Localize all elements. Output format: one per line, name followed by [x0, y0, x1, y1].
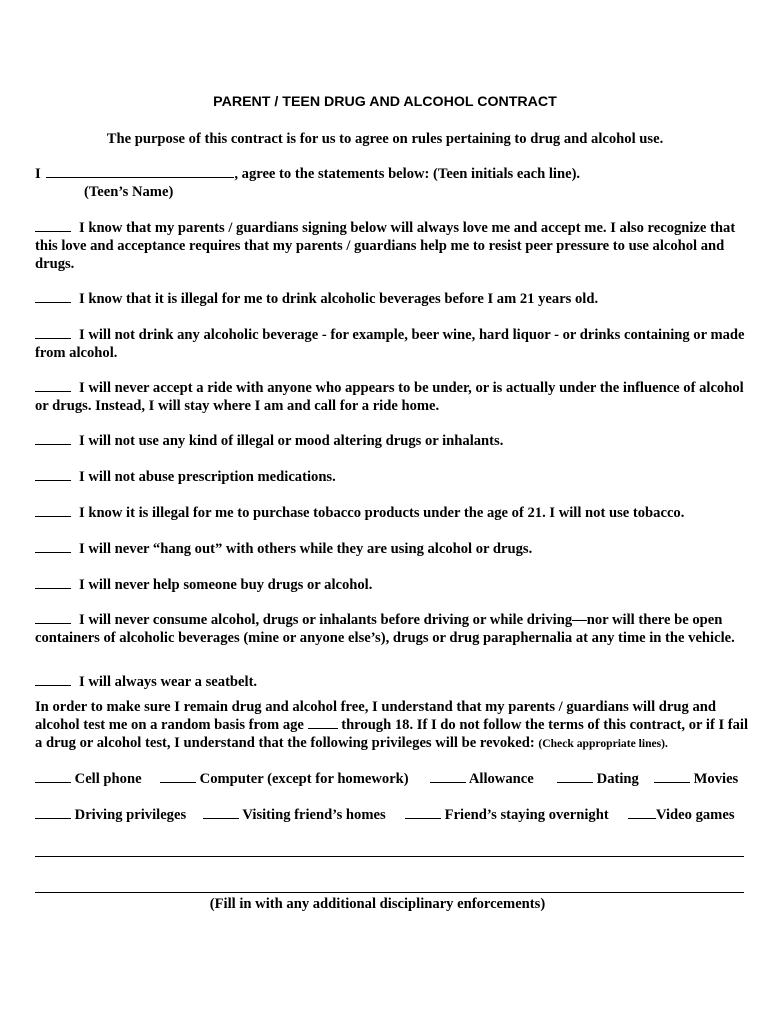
privilege-option [654, 770, 738, 788]
privilege-option [203, 806, 386, 824]
statement-item [35, 504, 750, 522]
initial-blank[interactable] [35, 540, 71, 553]
privilege-option [557, 770, 639, 788]
privilege-check-blank[interactable] [557, 770, 593, 783]
statement-item [35, 540, 750, 558]
privilege-label: Cell phone [74, 771, 142, 787]
statement-item [35, 432, 750, 450]
statement-text: I will not use any kind of illegal or mood altering drugs or inhalants. [79, 433, 504, 449]
privilege-check-blank[interactable] [654, 770, 690, 783]
privilege-option [160, 770, 409, 788]
initial-blank[interactable] [35, 326, 71, 339]
statement-item [35, 468, 750, 486]
statement-text: I know it is illegal for me to purchase tobacco products under the age of 21. I will not use tobacco. [79, 505, 685, 521]
initial-blank[interactable] [35, 219, 71, 232]
intro-prefix: I [35, 166, 41, 182]
additional-enforcement-line[interactable] [35, 892, 744, 893]
privilege-label: Allowance [468, 771, 534, 787]
statement-text: I will not abuse prescription medications. [79, 469, 336, 485]
statement-text: I will always wear a seatbelt. [79, 674, 258, 690]
initial-blank[interactable] [35, 576, 71, 589]
initial-blank[interactable] [35, 290, 71, 303]
statement-text: I will never “hang out” with others while they are using alcohol or drugs. [79, 541, 533, 557]
privilege-label: Computer (except for homework) [199, 771, 409, 787]
statement-text: I know that it is illegal for me to drink alcoholic beverages before I am 21 years old. [79, 291, 599, 307]
statement-text: I will never accept a ride with anyone who appears to be under, or is actually under the influence of alcohol or drugs. Instead, I will stay where I am and call for a ride home. [35, 380, 744, 415]
privilege-label: Dating [596, 771, 639, 787]
privilege-check-blank[interactable] [160, 770, 196, 783]
intro-suffix: , agree to the statements below: (Teen initials each line). [234, 166, 581, 182]
privilege-option [35, 806, 186, 824]
intro-line [35, 165, 580, 183]
privilege-label: Movies [693, 771, 739, 787]
statement-item [35, 219, 750, 274]
initial-blank[interactable] [35, 379, 71, 392]
statement-item [35, 290, 750, 308]
privilege-label: Driving privileges [74, 807, 187, 823]
statement-item [35, 326, 750, 362]
purpose-statement: The purpose of this contract is for us to agree on rules pertaining to drug and alcohol use. [106, 131, 664, 147]
additional-enforcement-line[interactable] [35, 856, 744, 857]
testing-paragraph [35, 698, 750, 754]
start-age-field[interactable] [308, 716, 338, 729]
statement-item [35, 611, 750, 647]
check-lines-note: (Check appropriate lines). [538, 737, 668, 751]
testing-text: In order to make sure I remain drug and alcohol free, I understand that my parents / guardians will drug and alcohol test me on a random basis from age [35, 699, 716, 734]
teen-name-label: (Teen’s Name) [84, 184, 174, 200]
privilege-option [405, 806, 609, 824]
statement-item [35, 576, 750, 594]
privilege-check-blank[interactable] [35, 770, 71, 783]
fill-in-label: (Fill in with any additional disciplinary enforcements) [209, 896, 546, 912]
privilege-label: Visiting friend’s homes [242, 807, 386, 823]
initial-blank[interactable] [35, 673, 71, 686]
testing-text-continued: through 18. If I do not follow the terms of this contract, or if I fail a drug or alcohol test, I understand that the following privileges will be revoked: [35, 717, 749, 752]
statement-text: I will never consume alcohol, drugs or inhalants before driving or while driving—nor will there be open containers of alcoholic beverages (mine or anyone else’s), drugs or drug paraphernalia at any time in the vehicle. [35, 612, 735, 647]
statement-text: I will never help someone buy drugs or alcohol. [79, 577, 373, 593]
statement-item [35, 673, 750, 691]
privilege-check-blank[interactable] [628, 806, 656, 819]
privilege-option [35, 770, 142, 788]
privilege-option [430, 770, 534, 788]
initial-blank[interactable] [35, 611, 71, 624]
privilege-label: Video games [656, 807, 735, 823]
privilege-label: Friend’s staying overnight [444, 807, 609, 823]
page-title: PARENT / TEEN DRUG AND ALCOHOL CONTRACT [213, 94, 557, 110]
privilege-option [628, 806, 735, 824]
privilege-check-blank[interactable] [405, 806, 441, 819]
privilege-check-blank[interactable] [430, 770, 466, 783]
privilege-check-blank[interactable] [35, 806, 71, 819]
privilege-check-blank[interactable] [203, 806, 239, 819]
statement-text: I know that my parents / guardians signing below will always love me and accept me. I also recognize that this love and acceptance requires that my parents / guardians help me to resist peer pressure to use alcohol and drugs. [35, 220, 736, 273]
initial-blank[interactable] [35, 504, 71, 517]
statement-item [35, 379, 750, 415]
initial-blank[interactable] [35, 432, 71, 445]
statement-text: I will not drink any alcoholic beverage - for example, beer wine, hard liquor - or drinks containing or made from alcohol. [35, 327, 745, 362]
teen-name-field[interactable] [46, 165, 234, 178]
initial-blank[interactable] [35, 468, 71, 481]
